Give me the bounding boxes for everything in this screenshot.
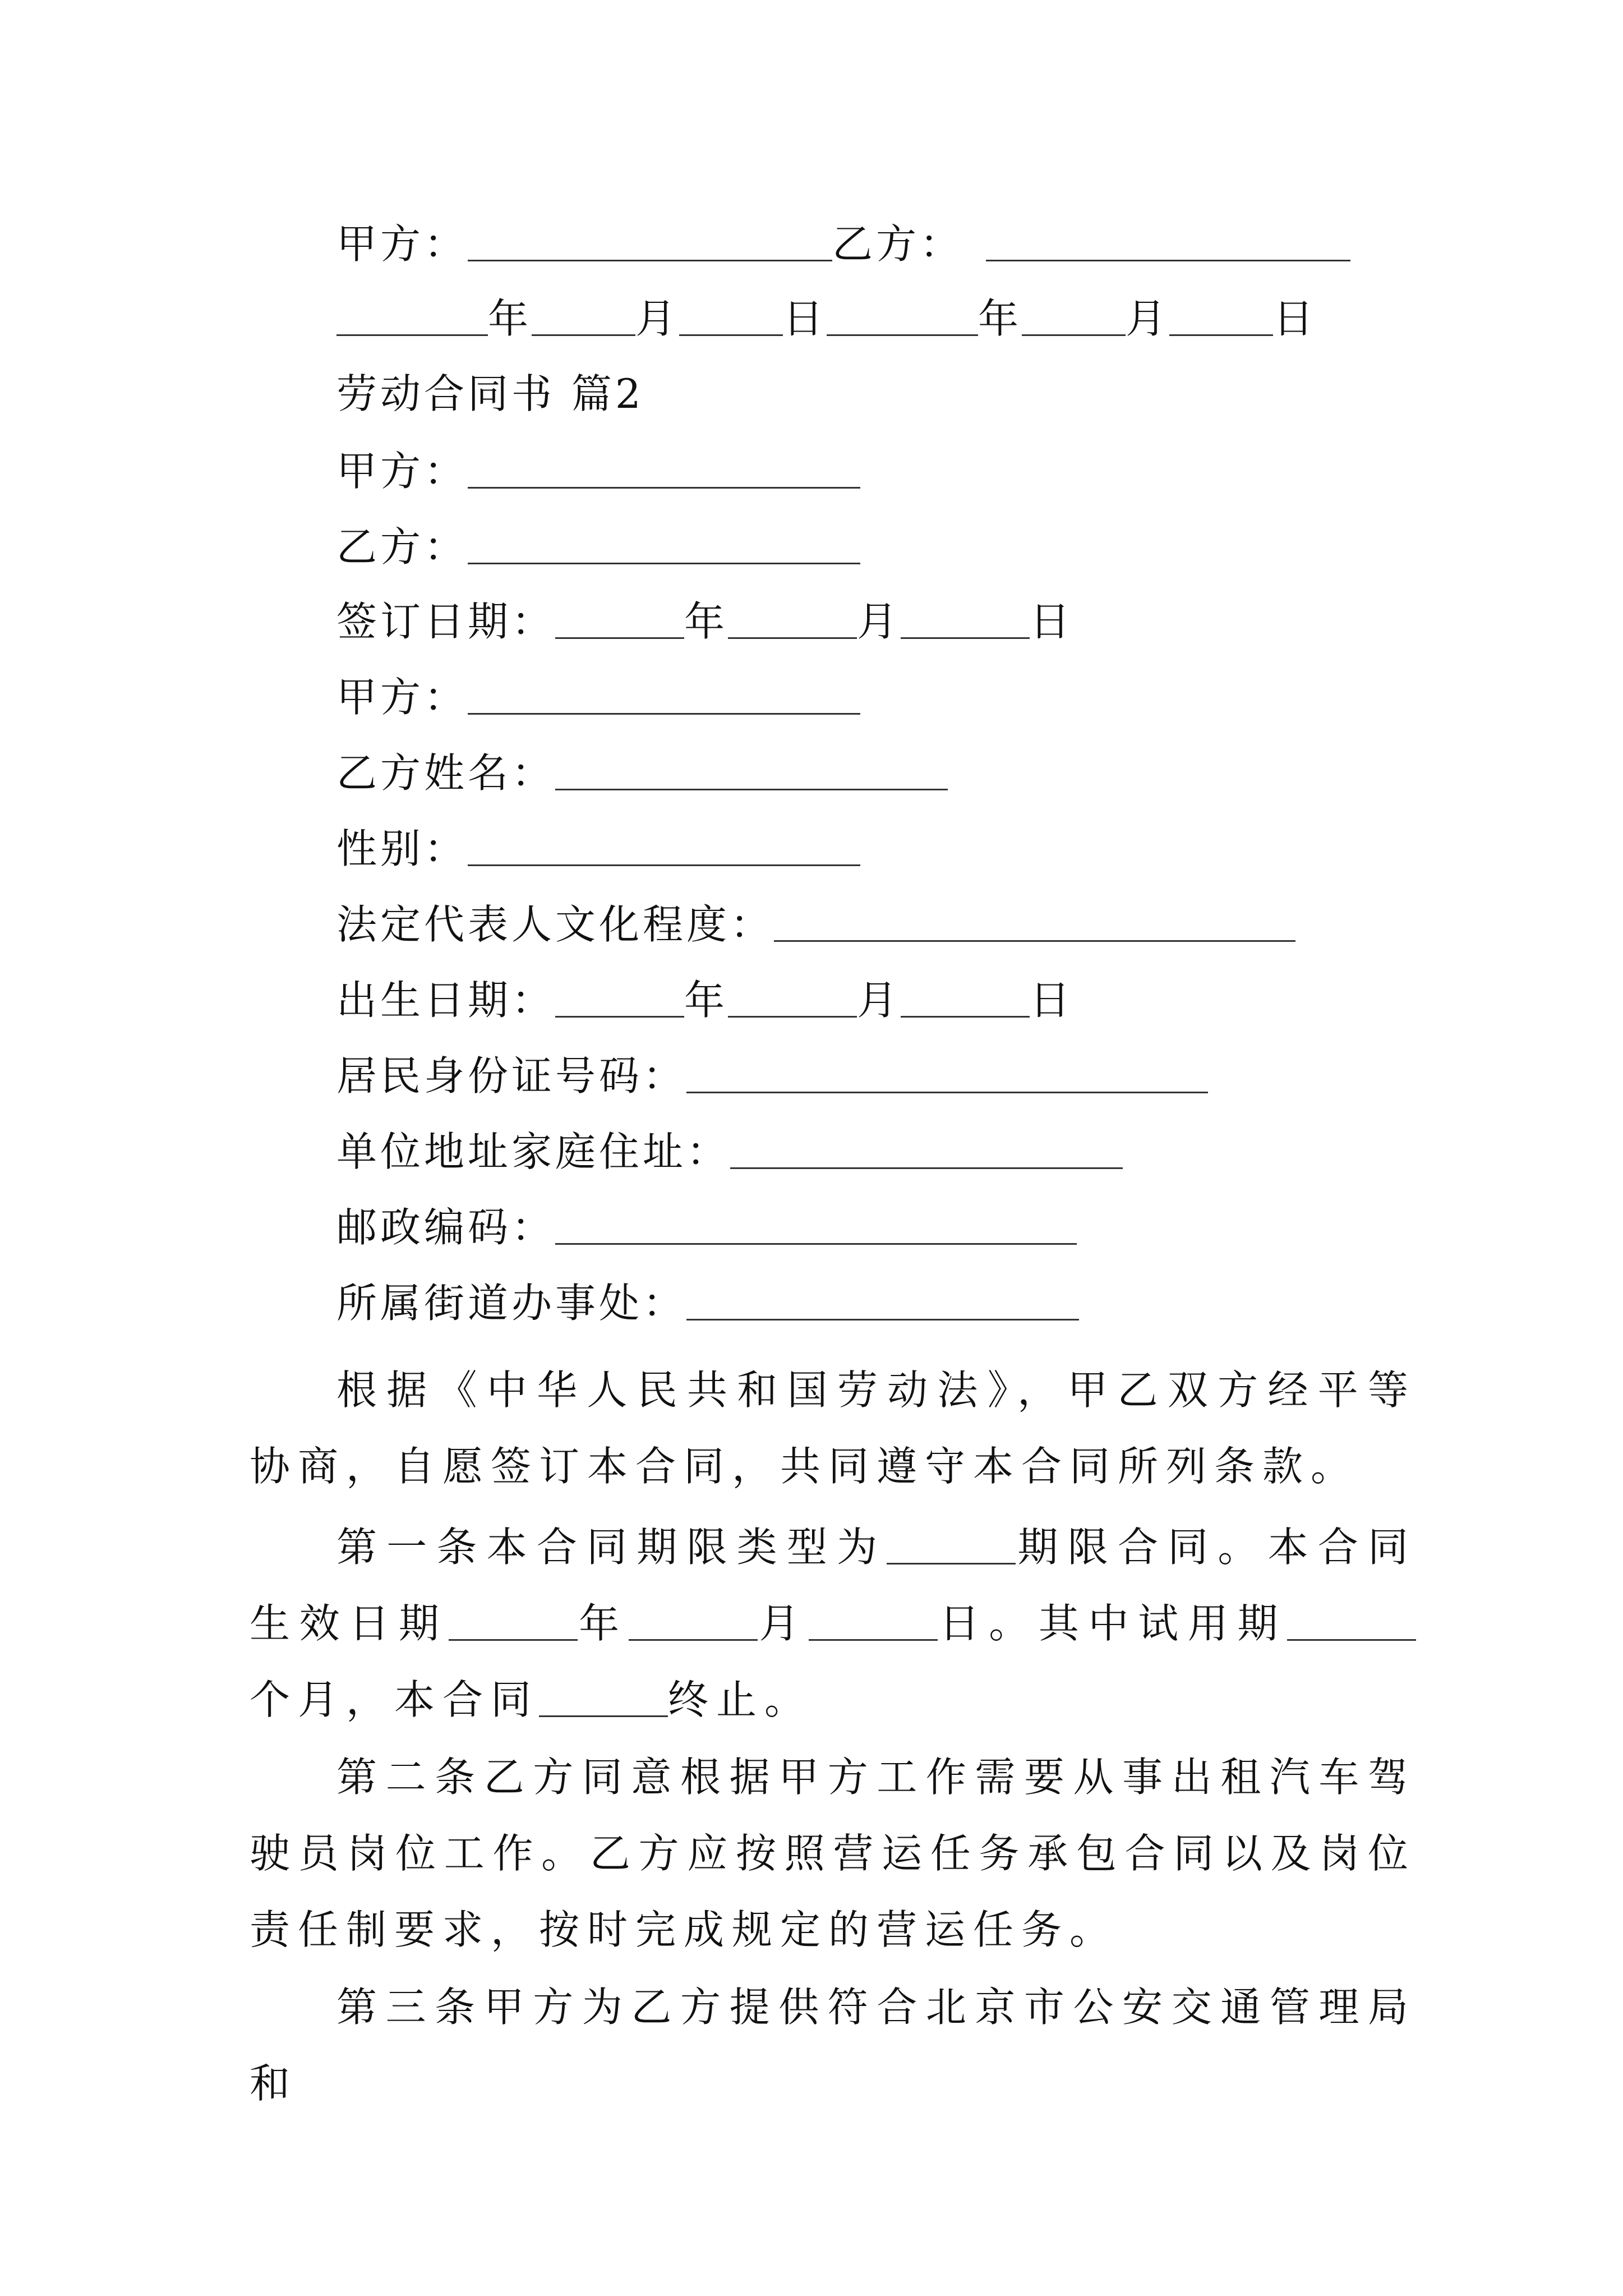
month-char: 月: [857, 598, 901, 645]
section-title: 劳动合同书 篇2: [336, 370, 644, 417]
field-sign-date: [336, 593, 1073, 650]
year-blank[interactable]: [555, 977, 684, 1018]
party-b-year-char: 年: [978, 295, 1022, 342]
field-label: 所属街道办事处：: [336, 1280, 687, 1327]
article-1-text-7: 终止。: [668, 1676, 813, 1723]
field-postal-code: [336, 1199, 1077, 1255]
day-blank[interactable]: [901, 598, 1030, 639]
field-blank[interactable]: [468, 523, 860, 564]
article-1-text-5: 日。其中试用期: [938, 1600, 1287, 1647]
field-gender: [336, 821, 860, 877]
field-label: 甲方：: [336, 448, 468, 495]
party-a-day-blank[interactable]: [679, 295, 783, 336]
signature-parties-row: [336, 216, 1350, 272]
year-char: 年: [684, 598, 728, 645]
party-a-year-blank[interactable]: [336, 295, 488, 336]
field-label: 乙方：: [336, 523, 468, 570]
field-blank[interactable]: [555, 749, 948, 790]
field-blank[interactable]: [686, 1052, 1208, 1093]
field-blank[interactable]: [730, 1128, 1123, 1169]
effective-month-blank[interactable]: [629, 1600, 758, 1641]
field-party-a: [336, 443, 860, 499]
month-blank[interactable]: [728, 598, 857, 639]
field-label: 邮政编码：: [336, 1204, 556, 1251]
field-label: 甲方：: [336, 674, 468, 721]
party-b-label: 乙方：: [832, 220, 964, 268]
field-label: 单位地址家庭住址：: [336, 1128, 731, 1175]
article-1-text-2: 期限合同。本合同生效日期: [250, 1524, 1416, 1647]
field-birth-date: [336, 972, 1073, 1028]
article-1-text-1: 第一条本合同期限类型为: [336, 1524, 887, 1571]
party-b-day-blank[interactable]: [1169, 295, 1273, 336]
day-char: 日: [1030, 598, 1074, 645]
field-label: 签订日期：: [336, 598, 556, 645]
month-blank[interactable]: [728, 977, 857, 1018]
field-label: 居民身份证号码：: [336, 1052, 687, 1099]
field-blank[interactable]: [468, 448, 860, 489]
field-label: 乙方姓名：: [336, 749, 556, 797]
field-blank[interactable]: [555, 1204, 1077, 1245]
party-a-label: 甲方：: [336, 220, 468, 268]
field-blank[interactable]: [468, 825, 860, 866]
party-a-day-char: 日: [783, 295, 827, 342]
term-type-blank[interactable]: [887, 1524, 1016, 1565]
party-b-month-blank[interactable]: [1022, 295, 1126, 336]
article-3-paragraph: 第三条甲方为乙方提供符合北京市公安交通管理局和: [250, 1984, 1416, 2107]
field-label: 性别：: [336, 825, 468, 872]
party-b-month-char: 月: [1126, 295, 1170, 342]
effective-year-blank[interactable]: [449, 1600, 578, 1641]
intro-paragraph: 根据《中华人民共和国劳动法》，甲乙双方经平等协商，自愿签订本合同，共同遵守本合同所列条款。: [250, 1366, 1416, 1490]
party-b-blank[interactable]: [986, 220, 1350, 261]
month-char: 月: [857, 977, 901, 1024]
article-1-paragraph: [250, 1509, 1416, 1738]
day-blank[interactable]: [901, 977, 1030, 1018]
effective-day-blank[interactable]: [809, 1600, 938, 1641]
year-blank[interactable]: [555, 598, 684, 639]
field-party-a-2: [336, 669, 860, 725]
field-label: 法定代表人文化程度：: [336, 901, 774, 948]
party-a-blank[interactable]: [468, 220, 832, 261]
article-1-text-4: 月: [757, 1600, 809, 1647]
field-blank[interactable]: [774, 901, 1295, 942]
field-blank[interactable]: [686, 1280, 1079, 1320]
party-a-month-blank[interactable]: [532, 295, 635, 336]
termination-blank[interactable]: [539, 1676, 668, 1717]
article-2-paragraph: 第二条乙方同意根据甲方工作需要从事出租汽车驾驶员岗位工作。乙方应按照营运任务承包合同以及岗位责任制要求，按时完成规定的营运任务。: [250, 1754, 1416, 1953]
field-address: [336, 1124, 1123, 1180]
signature-dates-row: [336, 291, 1317, 347]
party-b-day-char: 日: [1273, 295, 1317, 342]
field-education: [336, 896, 1295, 953]
field-party-b-name: [336, 745, 948, 801]
field-party-b: [336, 519, 860, 575]
field-blank[interactable]: [468, 674, 860, 715]
field-street-office: [336, 1275, 1079, 1331]
article-1-text-6: 个月，本合同: [250, 1676, 540, 1723]
party-b-year-blank[interactable]: [827, 295, 978, 336]
field-id-number: [336, 1048, 1208, 1104]
field-label: 出生日期：: [336, 977, 556, 1024]
probation-months-blank[interactable]: [1287, 1600, 1416, 1641]
day-char: 日: [1030, 977, 1074, 1024]
party-a-month-char: 月: [635, 295, 680, 342]
year-char: 年: [684, 977, 728, 1024]
party-a-year-char: 年: [488, 295, 532, 342]
article-1-text-3: 年: [577, 1600, 629, 1647]
